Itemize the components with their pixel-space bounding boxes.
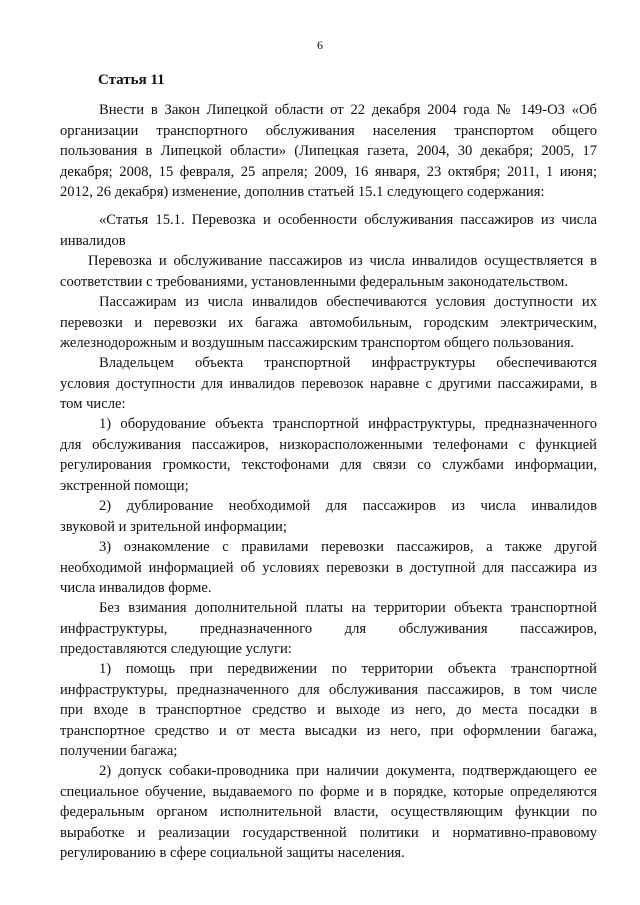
text-line: предоставляются следующие услуги: xyxy=(60,641,292,658)
paragraph xyxy=(60,100,597,203)
text-line: «Статья 15.1. Перевозка и особенности обслуживания пассажиров из числа xyxy=(99,212,597,228)
text-line: 2) допуск собаки-проводника при наличии документа, подтверждающего ее xyxy=(99,763,597,779)
paragraph xyxy=(60,496,597,537)
paragraph xyxy=(60,210,597,251)
paragraph xyxy=(60,761,597,864)
text-line: Внести в Закон Липецкой области от 22 декабря 2004 года № 149-ОЗ «Об xyxy=(99,102,597,118)
text-line: организации транспортного обслуживания населения транспортом общего xyxy=(60,122,597,139)
text-line: перевозки и перевозки их багажа автомобильным, городским электрическим, xyxy=(60,314,597,331)
text-line: выработке и реализации государственной политики и нормативно-правовому xyxy=(60,824,597,841)
text-line: 1) оборудование объекта транспортной инфраструктуры, предназначенного xyxy=(99,416,597,432)
text-line: 1) помощь при передвижении по территории объекта транспортной xyxy=(99,661,597,677)
text-line: инвалидов xyxy=(60,232,126,249)
text-line: специальное обучение, выдаваемого по форме и в порядке, которые определяются xyxy=(60,783,597,800)
text-line: необходимой информацией об условиях перевозки в доступной для пассажира из xyxy=(60,559,597,576)
text-line: том числе: xyxy=(60,396,126,413)
text-line: пользования в Липецкой области» (Липецкая газета, 2004, 30 декабря; 2005, 17 xyxy=(60,143,597,160)
text-line: экстренной помощи; xyxy=(60,477,189,494)
paragraph xyxy=(60,414,597,496)
text-line: декабря; 2008, 15 февраля, 25 апреля; 2009, 16 января, 23 октября; 2011, 1 июня; xyxy=(60,163,597,180)
text-line: получении багажа; xyxy=(60,743,178,760)
text-line: инфраструктуры, предназначенного для обслуживания пассажиров, в том числе xyxy=(60,681,597,698)
text-line: Перевозка и обслуживание пассажиров из числа инвалидов осуществляется в xyxy=(88,253,597,269)
text-line: 2012, 26 декабря) изменение, дополнив статьей 15.1 следующего содержания: xyxy=(60,184,545,201)
paragraph xyxy=(60,659,597,762)
paragraph xyxy=(60,353,597,415)
text-line: условия доступности для инвалидов перевозок наравне с другими пассажирами, в xyxy=(60,375,597,392)
text-line: инфраструктуры, предназначенного для обслуживания пассажиров, xyxy=(60,620,597,637)
article-heading: Статья 11 xyxy=(98,72,165,88)
text-line: при входе в транспортное средство и выходе из него, до места посадки в xyxy=(60,702,597,719)
text-line: звуковой и зрительной информации; xyxy=(60,518,287,535)
text-line: 3) ознакомление с правилами перевозки пассажиров, а также другой xyxy=(99,539,597,555)
text-line: соответствии с требованиями, установленными федеральным законодательством. xyxy=(60,273,569,290)
text-line: федеральным органом исполнительной власти, осуществляющим функции по xyxy=(60,804,597,821)
text-line: числа инвалидов форме. xyxy=(60,580,212,597)
page-number: 6 xyxy=(317,38,323,52)
text-line: регулирования громкости, текстофонами для связи со службами информации, xyxy=(60,457,597,474)
text-line: 2) дублирование необходимой для пассажиров из числа инвалидов xyxy=(99,498,597,514)
paragraph xyxy=(60,537,597,599)
text-line: Без взимания дополнительной платы на территории объекта транспортной xyxy=(99,600,597,616)
text-line: Пассажирам из числа инвалидов обеспечиваются условия доступности их xyxy=(99,294,597,310)
text-line: для обслуживания пассажиров, низкорасположенными телефонами с функцией xyxy=(60,436,597,453)
text-line: Владельцем объекта транспортной инфраструктуры обеспечиваются xyxy=(99,355,597,371)
text-line: транспортное средство и от места высадки из него, при оформлении багажа, xyxy=(60,722,597,739)
paragraph xyxy=(60,598,597,660)
text-line: железнодорожным и воздушным пассажирским транспортом общего пользования. xyxy=(60,335,575,352)
text-line: регулированию в сфере социальной защиты населения. xyxy=(60,845,405,862)
paragraph xyxy=(60,292,597,354)
paragraph xyxy=(60,251,597,292)
